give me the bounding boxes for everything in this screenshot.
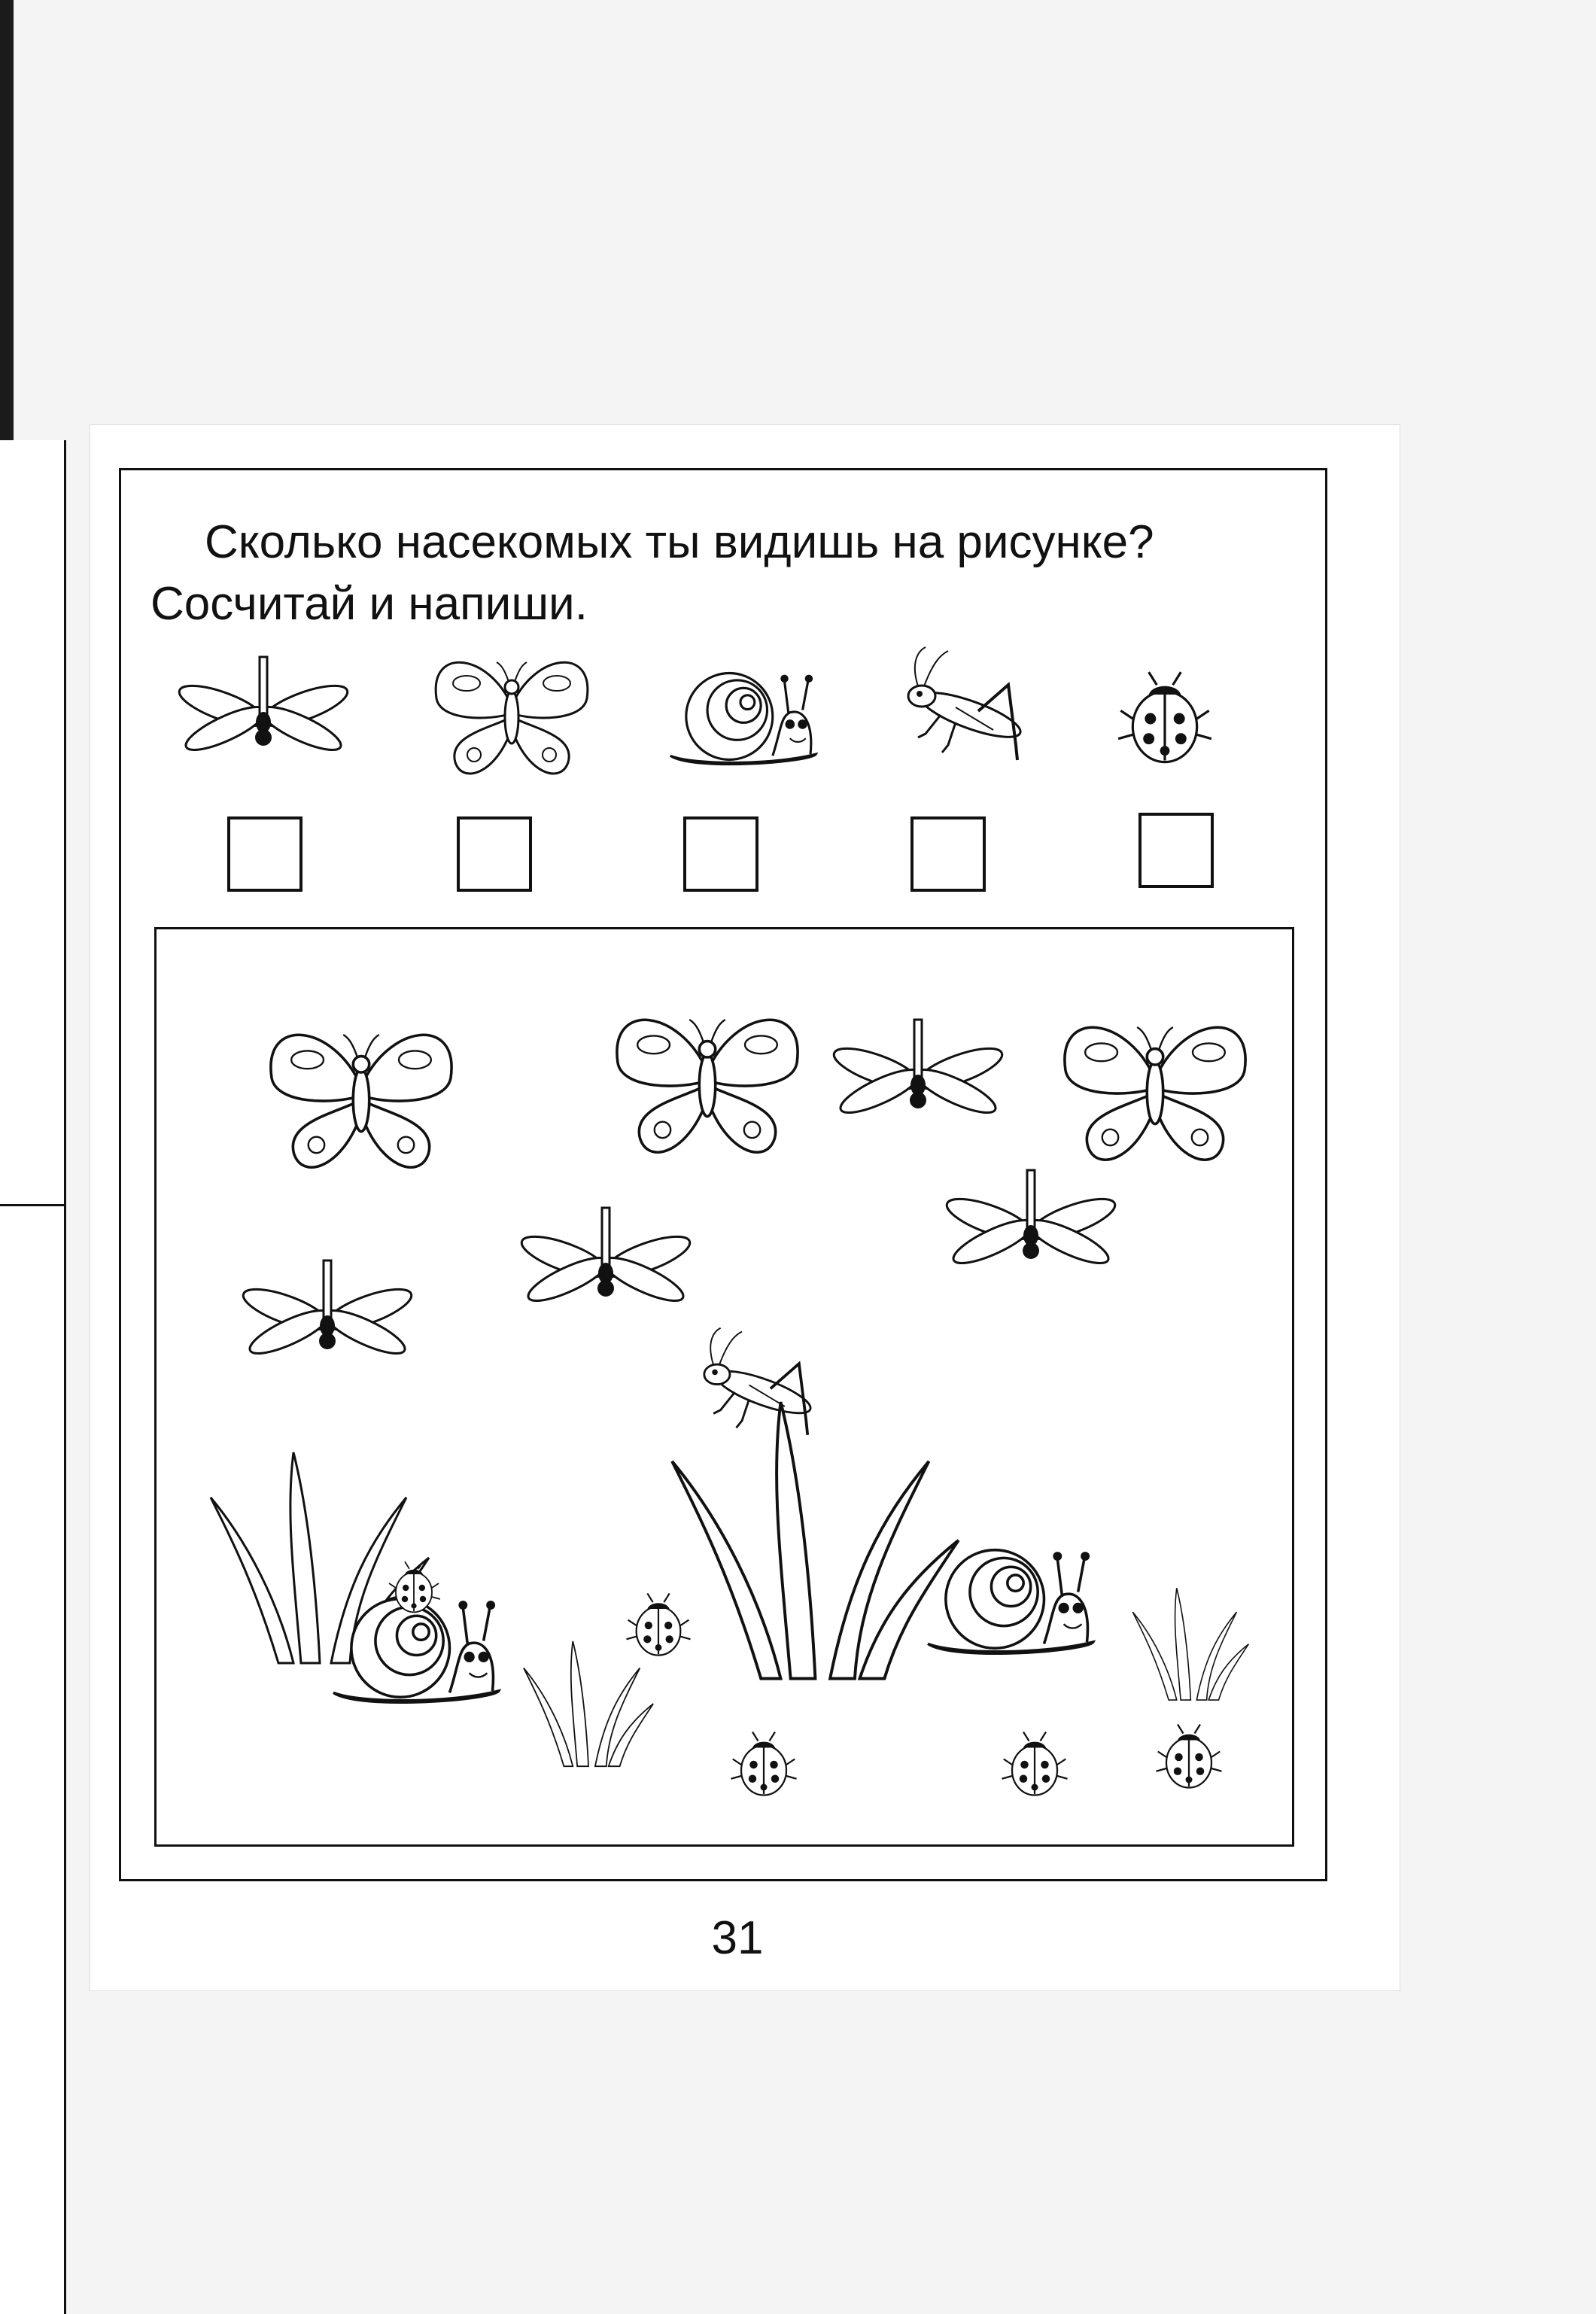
scene-ladybug [617, 1580, 700, 1671]
answer-box-butterflies[interactable] [457, 816, 532, 892]
previous-page-edge [0, 440, 66, 2314]
answer-box-ladybugs[interactable] [1138, 813, 1214, 888]
scene-dragonfly [214, 1249, 440, 1385]
butterfly-icon [425, 638, 598, 789]
scene-dragonfly [805, 1008, 1031, 1144]
previous-page-rule [0, 1204, 66, 1206]
scene-dragonfly [493, 1197, 719, 1332]
scene-butterfly [602, 982, 813, 1170]
scene-ladybug [719, 1720, 809, 1810]
snail-icon [655, 649, 828, 784]
scene-ladybug [990, 1720, 1080, 1810]
page-number: 31 [711, 1912, 764, 1964]
scene-grass [1129, 1573, 1257, 1723]
scene-ladybug [380, 1550, 448, 1625]
dragonfly-icon [150, 653, 376, 774]
grasshopper-icon [877, 640, 1050, 790]
scene-dragonfly [918, 1159, 1144, 1294]
answer-box-grasshoppers[interactable] [910, 816, 986, 892]
instruction-line-2: Сосчитай и напиши. [150, 578, 588, 630]
instruction-line-1: Сколько насекомых ты видишь на рисунке? [205, 516, 1154, 568]
task-instruction [150, 512, 1324, 635]
ladybug-icon [1105, 647, 1225, 790]
scene-butterfly [256, 997, 467, 1185]
scene-ladybug [1144, 1712, 1234, 1802]
scene-snail [907, 1528, 1110, 1671]
answer-box-snails[interactable] [683, 816, 758, 892]
scene-butterfly [1050, 990, 1260, 1178]
answer-box-dragonflies[interactable] [227, 816, 302, 892]
